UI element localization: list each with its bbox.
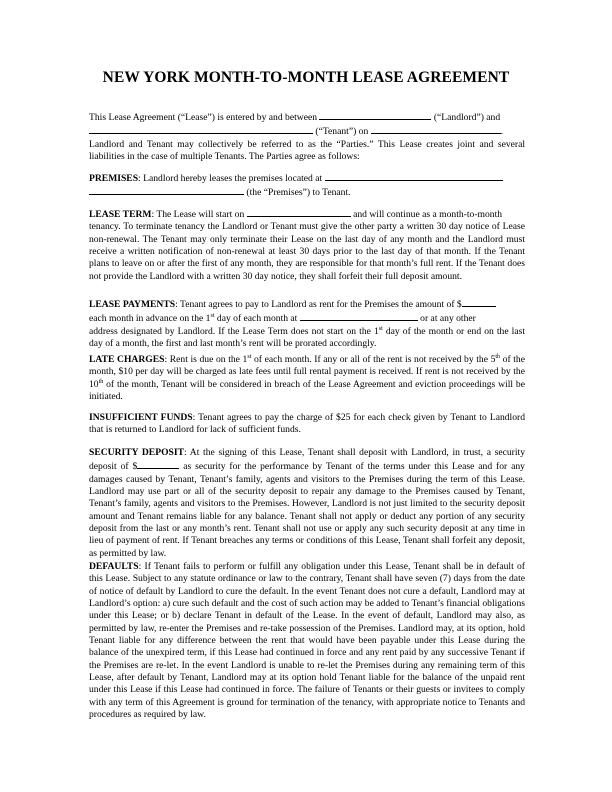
lease-term-body: tenancy. To terminate tenancy the Landlord or Tenant must give the other party a written 30 day notice of Lease non-renewal. The Tenant may only terminate their Lease on the last day of any month and the Landlord must receive a written notification of non-renewal at least 30 days prior to the last day of that month. If the Tenant plans to leave on or after the first of any month, they are responsible for that month’s full rent. If the Tenant does not provide the Landlord with a written 30 day notice, they shall forfeit their full deposit amount. (89, 221, 525, 282)
lease-term-heading: LEASE TERM (89, 209, 152, 220)
defaults-heading: DEFAULTS (89, 561, 139, 572)
lease-start-date-field[interactable] (247, 207, 351, 217)
security-deposit-section: SECURITY DEPOSIT: At the signing of this Lease, Tenant shall deposit with Landlord, in trust, a security deposit of $ as security for the performance by Tenant of the terms under this Lease and for any damages caused by Tenant, Tenant’s family, agents and visitors to the Premises during the term of this Lease. Landlord may use part or all of the security deposit to repair any damage to the Premises caused by Tenant, Tenant’s family, agents and visitors to the Premises. However, Landlord is not just limited to the security deposit amount and Tenant remains liable for any balance. Tenant shall not apply or deduct any portion of any security deposit from the last or any month’s rent. Tenant shall not use or apply any such security deposit at any time in lieu of payment of rent. If Tenant breaches any terms or conditions of this Lease, Tenant shall forfeit any deposit, as permitted by law. (89, 447, 525, 559)
defaults-section: DEFAULTS: If Tenant fails to perform or fulfill any obligation under this Lease, Tenant shall be in default of this Lease. Subject to any statute ordinance or law to the contrary, Tenant shall have seven (7) days from the date of notice of default by Landlord to cure the default. In the event Tenant does not cure a default, Landlord may at Landlord’s option: a) cure such default and the cost of such action may be added to Tenant’s financial obligations under this Lease; or b) declare Tenant in default of the Lease. In the event of default, Landlord may also, as permitted by law, re-enter the Premises and re-take possession of the Premises. Landlord may, at its option, hold Tenant liable for any difference between the rent that would have been payable under this Lease during the balance of the unexpired term, if this Lease had continued in force and any rent paid by any successive Tenant if the Premises are re-let. In the event Landlord is unable to re-let the Premises during any remaining term of this Lease, after default by Tenant, Landlord may at its option hold Tenant liable for the balance of the unpaid rent under this Lease if this Lease had continued in force. The failure of Tenants or their guests or invitees to comply with any term of this Agreement is ground for termination of the tenancy, with appropriate notice to Tenants and procedures as required by law. (89, 561, 525, 721)
security-deposit-amount-field[interactable] (137, 459, 179, 469)
security-deposit-heading: SECURITY DEPOSIT (89, 447, 185, 458)
landlord-name-field[interactable] (319, 110, 431, 120)
lease-payments-section (89, 297, 525, 350)
premises-text: : Landlord hereby leases the premises located at (138, 173, 323, 184)
tenant-name-field[interactable] (89, 124, 313, 134)
lease-date-field[interactable] (371, 124, 501, 134)
lease-payments-text-2: each month in advance on the 1 (89, 313, 211, 325)
payment-address-field[interactable] (300, 311, 418, 321)
insufficient-funds-heading: INSUFFICIENT FUNDS (89, 412, 193, 423)
intro-body: Landlord and Tenant may collectively be referred to as the “Parties.” This Lease creates joint and several liabilities in the case of multiple Tenants. The Parties agree as follows: (89, 138, 525, 163)
lease-payments-text-4: or at any other (420, 313, 476, 325)
rent-amount-field[interactable] (462, 297, 496, 307)
landlord-label: (“Landlord”) and (433, 112, 501, 123)
lease-term-section (89, 207, 525, 283)
premises-heading: PREMISES (89, 173, 139, 184)
lease-term-text: : The Lease will start on (151, 209, 245, 220)
document-title: NEW YORK MONTH-TO-MONTH LEASE AGREEMENT (102, 69, 510, 86)
tenant-label: (“Tenant”) on (315, 126, 369, 138)
premises-address-field[interactable] (325, 171, 503, 181)
late-charges-heading: LATE CHARGES (89, 354, 165, 365)
premises-section (89, 171, 525, 200)
lease-payments-body: address designated by Landlord. If the Lease Term does not start on the 1st day of the month or end on the last day of a month, the first and last month’s rent will be prorated accordingly. (89, 325, 525, 350)
insufficient-funds-section: INSUFFICIENT FUNDS: Tenant agrees to pay the charge of $25 for each check given by Tenant to Landlord that is returned to Landlord for lack of sufficient funds. (89, 412, 525, 436)
premises-text-2: (the “Premises”) to Tenant. (246, 187, 351, 199)
lease-payments-text: : Tenant agrees to pay to Landlord as rent for the Premises the amount of $ (175, 299, 462, 310)
period: . (500, 126, 504, 138)
lease-payments-heading: LEASE PAYMENTS (89, 299, 176, 310)
late-charges-section: LATE CHARGES: Rent is due on the 1st of each month. If any or all of the rent is not received by the 5th of the month, $10 per day will be charged as late fees until full rental payment is received. If rent is not received by the 10th of the month, Tenant will be considered in breach of the Lease Agreement and eviction proceedings will be initiated. (89, 354, 525, 403)
intro-text: This Lease Agreement (“Lease”) is entered by and between (89, 112, 318, 123)
premises-address-field-2[interactable] (89, 185, 244, 195)
intro-paragraph (89, 110, 525, 163)
lease-payments-text-3: day of each month at (214, 313, 298, 325)
lease-term-text-2: and will continue as a month-to-month (353, 209, 503, 220)
ordinal-suffix: st (210, 313, 215, 320)
